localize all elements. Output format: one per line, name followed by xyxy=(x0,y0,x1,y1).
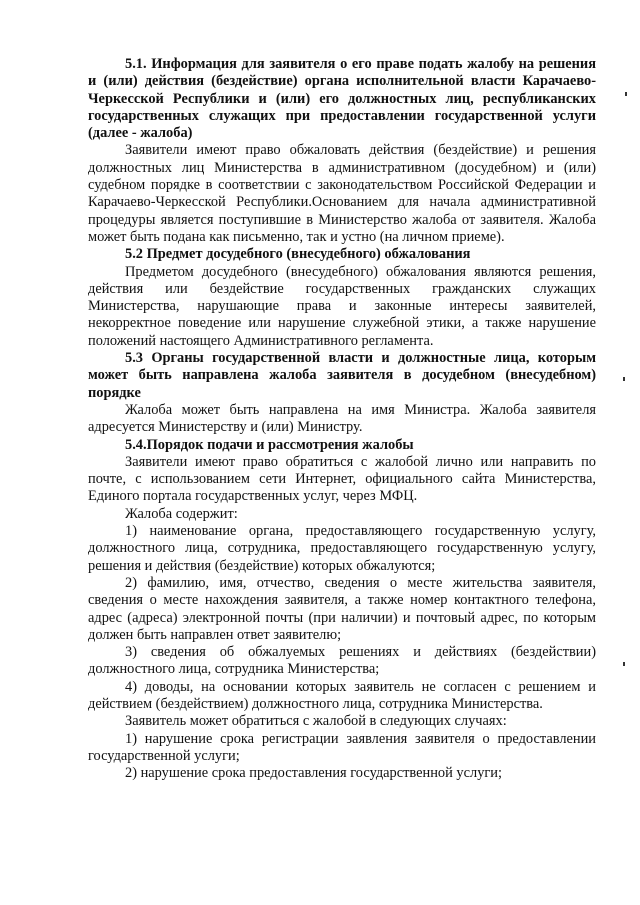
paragraph-appeal-rights: Заявители имеют право обжаловать действия (бездействие) и решения должностных лиц Министерства в административном (досудебном) и (или) судебном порядке в соответствии с законодательством Российской Федерации и Карачаево-Черкесской Республики.Основанием для начала административной процедуры является поступившие в Министерство жалоба от заявителя. Жалоба может быть подана как письменно, так и устно (на личном приеме). xyxy=(88,142,596,245)
section-5-3-heading: 5.3 Органы государственной власти и должностные лица, которым может быть направлена жалоба заявителя в досудебном (внесудебном) порядке xyxy=(88,350,596,401)
section-5-1-heading: 5.1. Информация для заявителя о его праве подать жалобу на решения и (или) действия (бездействие) органа исполнительной власти Карачаево-Черкесской Республики и (или) его должностных лиц, республиканских государственных служащих при предоставлении государственной услуги (далее - жалоба) xyxy=(88,56,596,142)
paragraph-addressee: Жалоба может быть направлена на имя Министра. Жалоба заявителя адресуется Министерству и (или) Министру. xyxy=(88,401,596,436)
list-item-1: 1) наименование органа, предоставляющего государственную услугу, должностного лица, сотрудника, предоставляющего государственную услугу, решения и действия (бездействие) которых обжалуются; xyxy=(88,523,596,574)
list-item-3: 3) сведения об обжалуемых решениях и действиях (бездействии) должностного лица, сотрудника Министерства; xyxy=(88,644,596,678)
paragraph-appeal-subject: Предметом досудебного (внесудебного) обжалования являются решения, действия или бездействие государственных гражданских служащих Министерства, нарушающие права и законные интересы заявителей, некорректное поведение или нарушение служебной этики, а также нарушение положений настоящего Административного регламента. xyxy=(88,263,596,349)
paragraph-contents-intro: Жалоба содержит: xyxy=(125,505,238,522)
paragraph-cases-intro: Заявитель может обратиться с жалобой в следующих случаях: xyxy=(125,713,507,730)
scan-mark xyxy=(625,92,627,96)
scan-mark xyxy=(623,662,625,666)
section-5-2-heading: 5.2 Предмет досудебного (внесудебного) обжалования xyxy=(125,246,471,263)
document-page xyxy=(88,56,596,782)
case-item-1: 1) нарушение срока регистрации заявления заявителя о предоставлении государственной услуги; xyxy=(88,730,596,764)
list-item-2: 2) фамилию, имя, отчество, сведения о месте жительства заявителя, сведения о месте нахождения заявителя, а также номер контактного телефона, адрес (адреса) электронной почты (при наличии) и почтовый адрес, по которым должен быть направлен ответ заявителю; xyxy=(88,574,596,643)
paragraph-submission: Заявители имеют право обратиться с жалобой лично или направить по почте, с использованием сети Интернет, официального сайта Министерства, Единого портала государственных услуг, через МФЦ. xyxy=(88,453,596,505)
case-item-2: 2) нарушение срока предоставления государственной услуги; xyxy=(125,765,502,782)
section-5-4-heading: 5.4.Порядок подачи и рассмотрения жалобы xyxy=(125,436,414,453)
list-item-4: 4) доводы, на основании которых заявитель не согласен с решением и действием (бездействием) должностного лица, сотрудника Министерства. xyxy=(88,678,596,712)
scan-mark xyxy=(623,377,625,381)
